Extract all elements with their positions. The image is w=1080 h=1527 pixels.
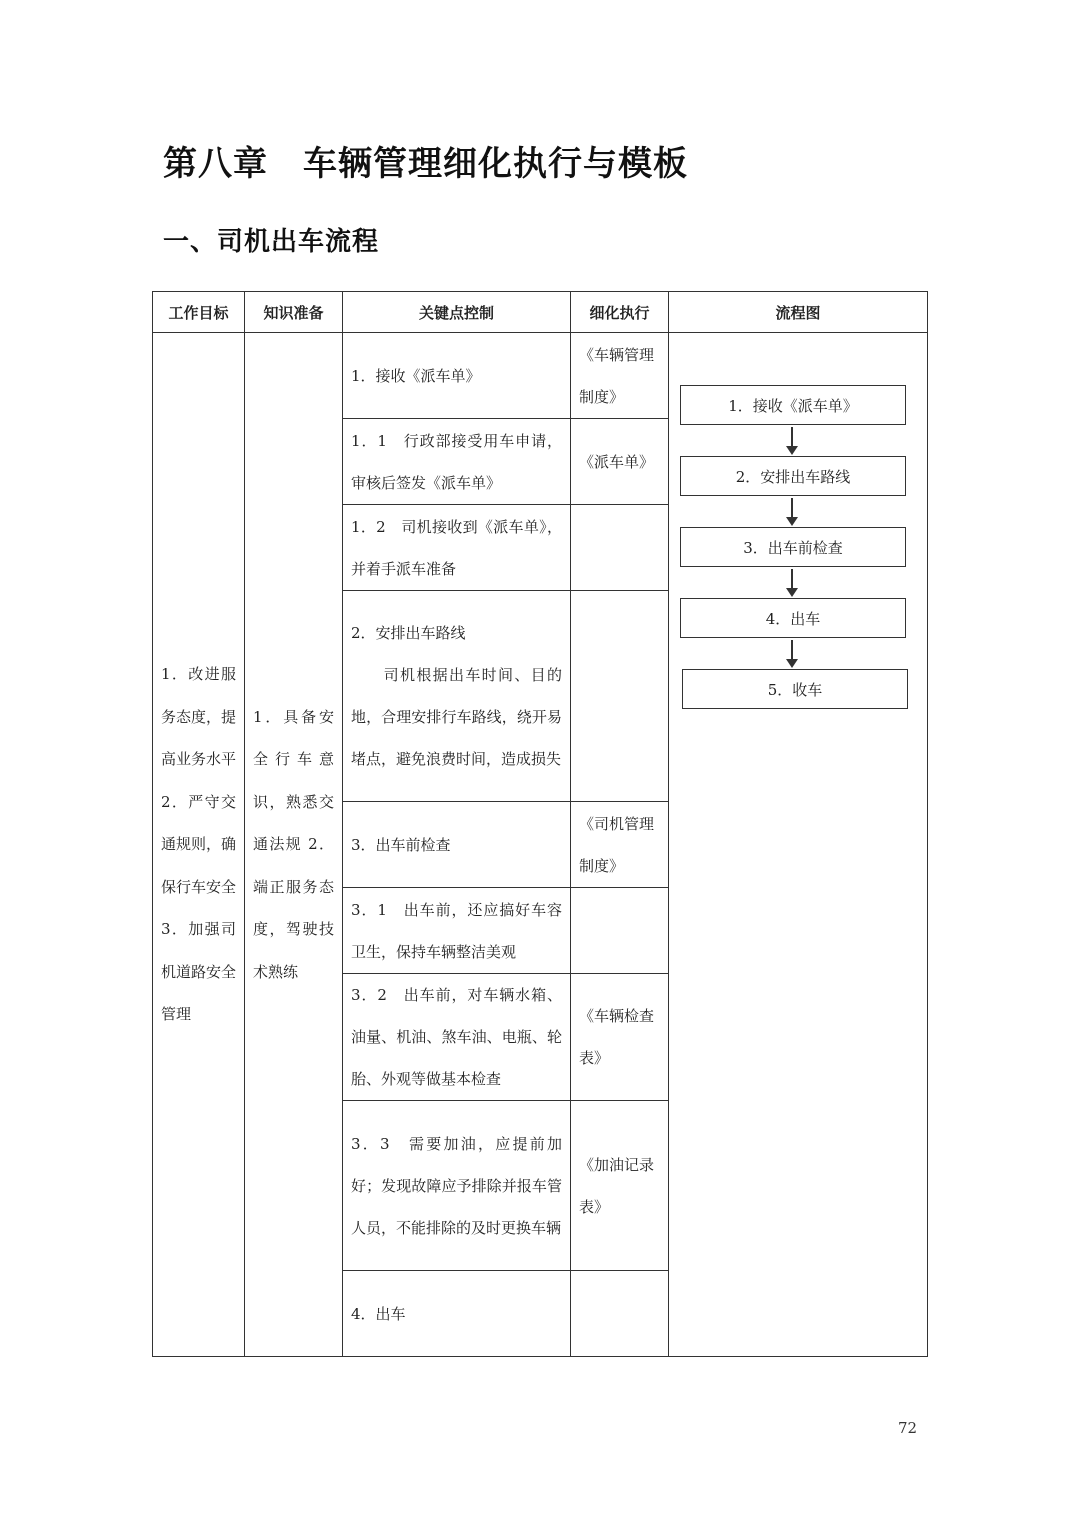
flow-arrow-icon	[791, 498, 793, 518]
execution-cell: 《车辆检查表》	[571, 974, 669, 1101]
page-number: 72	[898, 1419, 918, 1437]
execution-cell	[571, 888, 669, 974]
execution-cell: 《车辆管理制度》	[571, 333, 669, 419]
execution-cell: 《加油记录表》	[571, 1101, 669, 1271]
execution-cell: 《派车单》	[571, 419, 669, 505]
flowchart-cell	[669, 333, 928, 1357]
flow-arrow-icon	[791, 569, 793, 589]
control-cell: 3．2 出车前，对车辆水箱、油量、机油、煞车油、电瓶、轮胎、外观等做基本检查	[343, 974, 571, 1101]
header-flowchart: 流程图	[669, 292, 928, 333]
flow-step-box: 2．安排出车路线	[680, 456, 906, 496]
control-cell: 4．出车	[343, 1271, 571, 1357]
flow-step-box: 1．接收《派车单》	[680, 385, 906, 425]
flow-arrow-icon	[791, 640, 793, 660]
header-key-control: 关键点控制	[343, 292, 571, 333]
control-cell: 3．1 出车前，还应搞好车容卫生，保持车辆整洁美观	[343, 888, 571, 974]
flow-step-box: 5．收车	[682, 669, 908, 709]
execution-cell	[571, 1271, 669, 1357]
header-execution: 细化执行	[571, 292, 669, 333]
table-header-row	[153, 292, 928, 333]
execution-cell	[571, 505, 669, 591]
driver-dispatch-table	[152, 291, 928, 1357]
flow-step-box: 3．出车前检查	[680, 527, 906, 567]
control-cell: 3．出车前检查	[343, 802, 571, 888]
control-cell: 1．1 行政部接受用车申请，审核后签发《派车单》	[343, 419, 571, 505]
table-row	[153, 333, 928, 419]
control-cell: 1．2 司机接收到《派车单》，并着手派车准备	[343, 505, 571, 591]
header-knowledge: 知识准备	[245, 292, 343, 333]
chapter-title: 第八章 车辆管理细化执行与模板	[163, 144, 688, 184]
execution-cell: 《司机管理制度》	[571, 802, 669, 888]
control-cell: 2．安排出车路线 司机根据出车时间、目的地，合理安排行车路线，绕开易堵点，避免浪费时间，造成损失	[343, 591, 571, 802]
flow-step-box: 4．出车	[680, 598, 906, 638]
control-cell: 1．接收《派车单》	[343, 333, 571, 419]
execution-cell	[571, 591, 669, 802]
flow-arrow-icon	[791, 427, 793, 447]
work-goals-cell: 1．改进服务态度，提高业务水平 2．严守交通规则，确保行车安全 3．加强司机道路安全管理	[153, 333, 245, 1357]
section-title: 一、司机出车流程	[163, 227, 380, 257]
header-work-goal: 工作目标	[153, 292, 245, 333]
control-cell: 3．3 需要加油，应提前加好；发现故障应予排除并报车管人员，不能排除的及时更换车辆	[343, 1101, 571, 1271]
knowledge-cell: 1．具备安全行车意识，熟悉交通法规 2．端正服务态度，驾驶技术熟练	[245, 333, 343, 1357]
